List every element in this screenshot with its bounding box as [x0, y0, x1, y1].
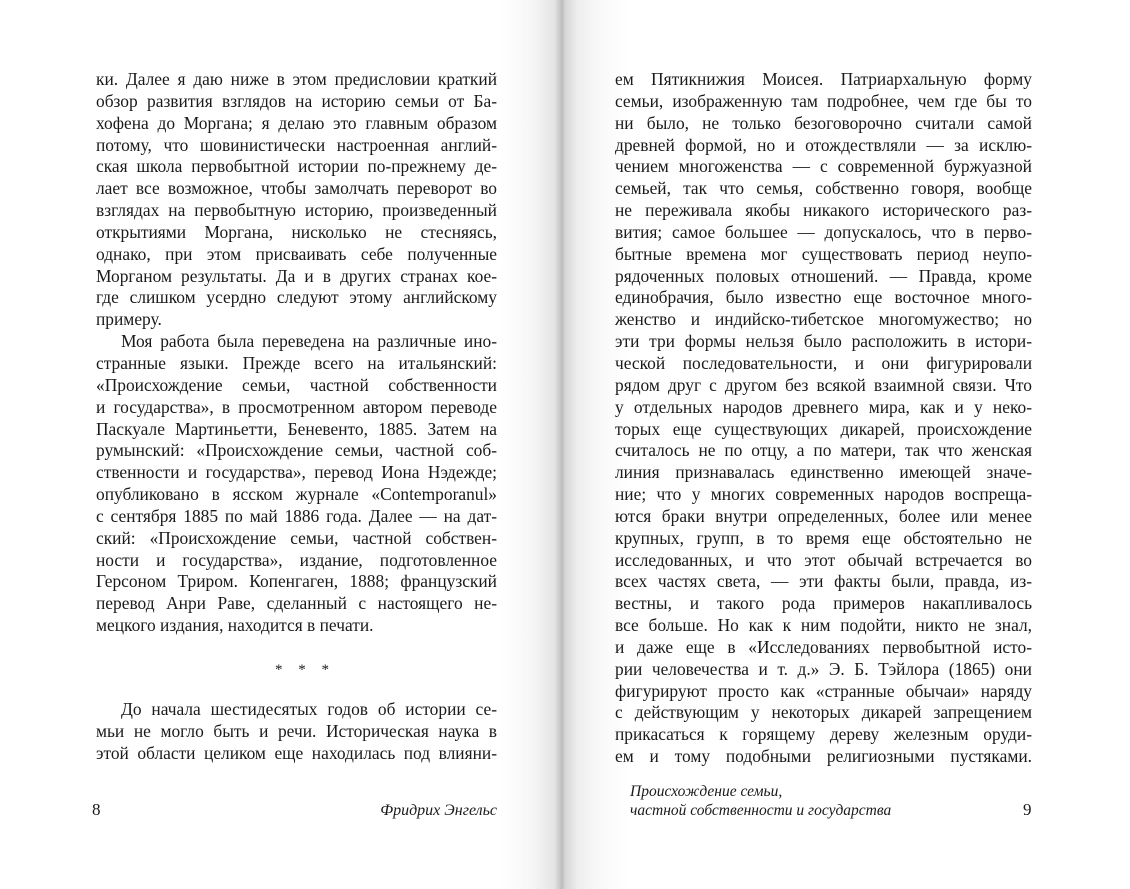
text-line: единобрачия, было известно еще восточное много-	[615, 287, 1032, 308]
text-line: с действующим у некоторых дикарей запрещением	[615, 702, 1032, 723]
text-line: семьей, так что семья, собственно говоря, вообще	[615, 178, 1032, 199]
text-line: До начала шестидесятых годов об истории се-	[121, 699, 497, 719]
text-line: примеру.	[96, 309, 162, 330]
text-line: и даже еще в «Исследованиях первобытной исто-	[615, 636, 1032, 657]
text-line: ем и тому подобными религиозными пустяками.	[615, 746, 1032, 767]
running-head-title	[630, 782, 891, 820]
text-line: опубликовано в ясском журнале «Contemporanul»	[96, 484, 497, 505]
text-line: считалось не по отцу, а по матери, так что женская	[615, 440, 1032, 461]
text-line: женство и индийско-тибетское многомужество; но	[615, 309, 1032, 330]
right-page	[560, 0, 1080, 889]
section-separator: * * *	[275, 662, 335, 678]
text-line: ности и государства», издание, подготовленное	[96, 549, 497, 570]
text-line: этой области целиком еще находилась под влияни-	[96, 742, 497, 763]
text-line: ние; что у многих современных народов воспреща-	[615, 484, 1032, 505]
text-line: вития; самое большее — допускалось, что в перво-	[615, 221, 1032, 242]
text-line: все больше. Но как к ним подойти, никто не знал,	[615, 615, 1032, 636]
running-head-line: частной собственности и государства	[630, 802, 892, 819]
text-line: не переживала якобы никакого исторического раз-	[615, 200, 1032, 221]
text-line: древней формой, но и отождествляли — за исклю-	[615, 134, 1032, 155]
left-page-after-separator	[96, 699, 497, 765]
text-line: ческой последовательности, и они фигурировали	[615, 352, 1032, 373]
text-line: семьи, изображенную там подробнее, чем где бы то	[615, 90, 1032, 111]
right-page-body	[615, 69, 1032, 768]
text-line: Герсоном Триром. Копенгаген, 1888; французский	[96, 571, 497, 592]
text-line: бытные времена мог существовать период неупо-	[615, 243, 1032, 264]
text-line: ственности и государства», перевод Иона Нэдежде;	[96, 462, 497, 483]
text-line: Моя работа была переведена на различные ино-	[121, 331, 497, 352]
text-line: фигурируют просто как «странные обычаи» наряду	[615, 680, 1032, 701]
text-line: обзор развития взглядов на историю семьи от Ба-	[96, 90, 497, 111]
text-line: ский: «Происхождение семьи, частной собствен-	[96, 527, 497, 548]
text-line: однако, при этом присваивать себе полученные	[96, 243, 497, 264]
text-line: мьи не могло быть и речи. Историческая наука в	[96, 720, 497, 741]
text-line: лает все возможное, чтобы замолчать переворот во	[96, 178, 497, 199]
text-line: где слишком усердно следуют этому английскому	[96, 287, 497, 308]
text-line: всех частях света, — эти факты были, правда, из-	[615, 571, 1032, 592]
running-head-line: Происхождение семьи,	[630, 783, 783, 800]
page-number-right: 9	[1023, 800, 1032, 819]
text-line: хофена до Моргана; я делаю это главным образом	[96, 112, 497, 133]
text-line: с сентября 1885 по май 1886 года. Далее — на дат-	[96, 505, 497, 526]
text-line: прикасаться к горящему дереву железным оруди-	[615, 724, 1032, 745]
page-number-left: 8	[92, 800, 101, 819]
text-line: вестны, и такого рода примеров накапливалось	[615, 593, 1032, 614]
text-line: Паскуале Мартиньетти, Беневенто, 1885. Затем на	[96, 418, 497, 439]
left-page-body	[96, 69, 497, 637]
text-line: ются браки внутри определенных, более или менее	[615, 505, 1032, 526]
text-line: ем Пятикнижия Моисея. Патриархальную форму	[615, 69, 1032, 89]
text-line: румынский: «Происхождение семьи, частной соб-	[96, 440, 497, 461]
text-line: рядом друг с другом без всякой взаимной связи. Что	[615, 374, 1032, 395]
running-head-author: Фридрих Энгельс	[380, 802, 497, 819]
text-line: открытиями Моргана, нисколько не стесняясь,	[96, 221, 497, 242]
text-line: странные языки. Прежде всего на итальянский:	[96, 352, 497, 373]
text-line: ни было, не только безоговорочно считали самой	[615, 112, 1032, 133]
text-line: у отдельных народов древнего мира, как и у неко-	[615, 396, 1032, 417]
text-line: рии человечества и т. д.» Э. Б. Тэйлора (1865) они	[615, 658, 1032, 679]
left-page	[0, 0, 560, 889]
text-line: мецкого издания, находится в печати.	[96, 615, 374, 636]
text-line: «Происхождение семьи, частной собственности	[96, 374, 497, 395]
text-line: Морганом результаты. Да и в других странах кое-	[96, 265, 497, 286]
text-line: торых еще существующих дикарей, происхождение	[615, 418, 1032, 439]
text-line: исследованных, и что этот обычай встречается во	[615, 549, 1032, 570]
text-line: ки. Далее я даю ниже в этом предисловии краткий	[96, 69, 497, 89]
text-line: эти три формы нельзя было расположить в истори-	[615, 331, 1032, 352]
text-line: взглядах на первобытную историю, произведенный	[96, 200, 497, 221]
text-line: крупных, групп, в то время еще обстоятельно не	[615, 527, 1032, 548]
text-line: рядоченных половых отношений. — Правда, кроме	[615, 265, 1032, 286]
text-line: линия признавалась единственно имеющей значе-	[615, 462, 1032, 483]
text-line: ская школа первобытной истории по-прежнему де-	[96, 156, 497, 177]
text-line: чением многоженства — с современной буржуазной	[615, 156, 1032, 177]
text-line: потому, что шовинистически настроенная англий-	[96, 134, 497, 155]
text-line: и государства», в просмотренном автором переводе	[96, 396, 497, 417]
text-line: перевод Анри Раве, сделанный с настоящего не-	[96, 593, 497, 614]
